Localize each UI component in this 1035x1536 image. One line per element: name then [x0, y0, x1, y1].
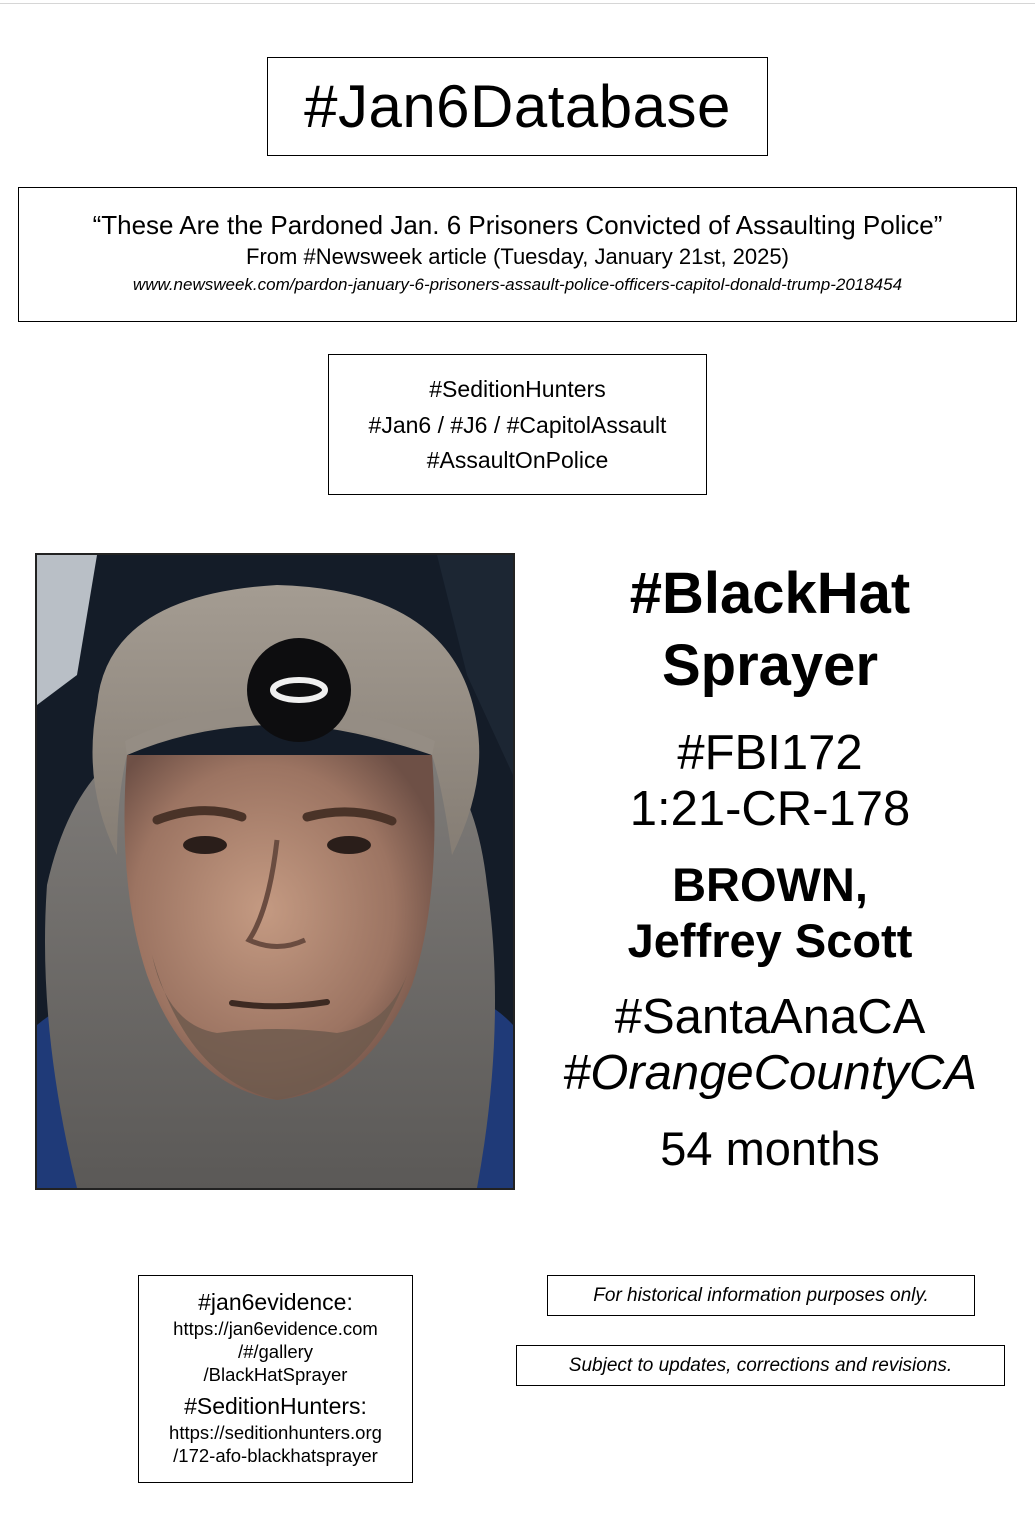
evidence-url-1: https://jan6evidence.com [173, 1318, 378, 1339]
surname: BROWN, [672, 858, 868, 911]
article-url: www.newsweek.com/pardon-january-6-prisoners-assault-police-officers-capitol-donald-trump-2018454 [132, 275, 903, 294]
historical-note [547, 1275, 975, 1316]
fbi-id: #FBI172 [677, 726, 863, 780]
given-names: Jeffrey Scott [627, 914, 913, 967]
evidence-url-3: /BlackHatSprayer [203, 1364, 348, 1385]
alias-line-1: #BlackHat [629, 561, 911, 626]
case-number: 1:21-CR-178 [629, 782, 911, 836]
county-tag: #OrangeCountyCA [562, 1046, 977, 1100]
updates-note-text: Subject to updates, corrections and revisions. [568, 1354, 953, 1376]
hashtag-line: #AssaultOnPolice [426, 447, 609, 473]
updates-note [516, 1345, 1005, 1386]
portrait-illustration [37, 555, 513, 1188]
top-divider [0, 3, 1035, 4]
subject-photo [35, 553, 515, 1190]
subject-info [525, 555, 1015, 1177]
historical-note-text: For historical information purposes only. [593, 1284, 929, 1306]
links-box [138, 1275, 413, 1483]
evidence-label: #jan6evidence: [198, 1289, 353, 1315]
article-attribution: From #Newsweek article (Tuesday, January 21st, 2025) [246, 244, 789, 269]
city-tag: #SantaAnaCA [614, 990, 926, 1044]
hashtag-line: #Jan6 / #J6 / #CapitolAssault [368, 411, 667, 438]
alias-line-2: Sprayer [661, 633, 879, 698]
page-title: #Jan6Database [304, 73, 731, 140]
evidence-url-2: /#/gallery [237, 1341, 314, 1362]
title-box [267, 57, 768, 156]
source-box [18, 187, 1017, 322]
hashtags-box [328, 354, 707, 495]
hashtag-line: #SeditionHunters [429, 376, 606, 402]
hunters-url-2: /172-afo-blackhatsprayer [173, 1445, 378, 1466]
sentence-length: 54 months [660, 1122, 880, 1175]
hunters-label: #SeditionHunters: [184, 1393, 367, 1419]
article-headline: “These Are the Pardoned Jan. 6 Prisoners Convicted of Assaulting Police” [92, 210, 943, 240]
hunters-url-1: https://seditionhunters.org [169, 1422, 382, 1443]
